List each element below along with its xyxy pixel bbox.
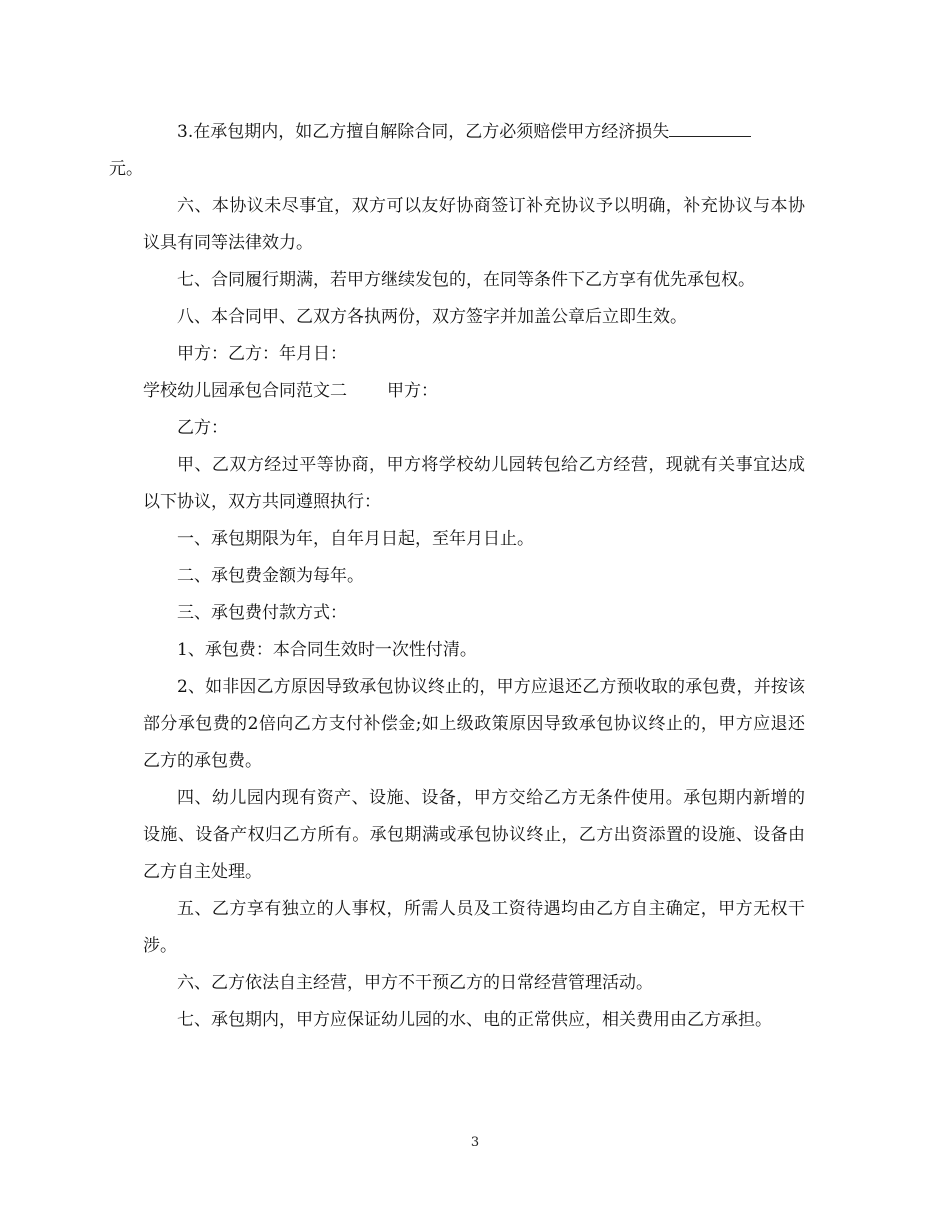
- clause-payment-1: 1、承包费：本合同生效时一次性付清。: [177, 640, 477, 660]
- section-title: 学校幼儿园承包合同范文二: [143, 381, 347, 401]
- clause-utilities: 七、承包期内，甲方应保证幼儿园的水、电的正常供应，相关费用由乙方承担。: [177, 1010, 772, 1030]
- clause-fee-amount: 二、承包费金额为每年。: [177, 566, 364, 586]
- clause-personnel: 五、乙方享有独立的人事权，所需人员及工资待遇均由乙方自主确定，甲方无权干涉。: [143, 899, 805, 956]
- paragraph-text: 3.在承包期内，如乙方擅自解除合同，乙方必须赔偿甲方经济损失: [177, 122, 670, 142]
- party-b-label: 乙方：: [177, 418, 228, 438]
- paragraph-text-end: 元。: [109, 159, 143, 179]
- clause-payment-2: 2、如非因乙方原因导致承包协议终止的，甲方应退还乙方预收取的承包费，并按该部分承包费的2倍向乙方支付补偿金;如上级政策原因导致承包协议终止的，甲方应退还乙方的承包费。: [143, 677, 805, 771]
- paragraph-effective: 八、本合同甲、乙双方各执两份，双方签字并加盖公章后立即生效。: [177, 307, 687, 327]
- paragraph-priority-right: 七、合同履行期满，若甲方继续发包的，在同等条件下乙方享有优先承包权。: [177, 270, 755, 290]
- document-body: [109, 114, 805, 1039]
- clause-assets: 四、幼儿园内现有资产、设施、设备，甲方交给乙方无条件使用。承包期内新增的设施、设备产权归乙方所有。承包期满或承包协议终止，乙方出资添置的设施、设备由乙方自主处理。: [143, 788, 805, 882]
- paragraph-preamble: 甲、乙双方经过平等协商，甲方将学校幼儿园转包给乙方经营，现就有关事宜达成以下协议，双方共同遵照执行：: [143, 455, 805, 512]
- paragraph-compensation: [109, 114, 805, 188]
- signature-line: 甲方：乙方：年月日：: [177, 344, 347, 364]
- party-a-label: 甲方：: [387, 381, 438, 401]
- clause-term: 一、承包期限为年，自年月日起，至年月日止。: [177, 529, 534, 549]
- clause-payment-method: 三、承包费付款方式：: [177, 603, 347, 623]
- fill-blank-line: [669, 122, 751, 137]
- section-title-line: [143, 373, 805, 410]
- paragraph-supplementary: 六、本协议未尽事宜，双方可以友好协商签订补充协议予以明确，补充协议与本协议具有同等法律效力。: [143, 196, 805, 253]
- clause-operation: 六、乙方依法自主经营，甲方不干预乙方的日常经营管理活动。: [177, 973, 653, 993]
- page-number: 3: [470, 1135, 480, 1150]
